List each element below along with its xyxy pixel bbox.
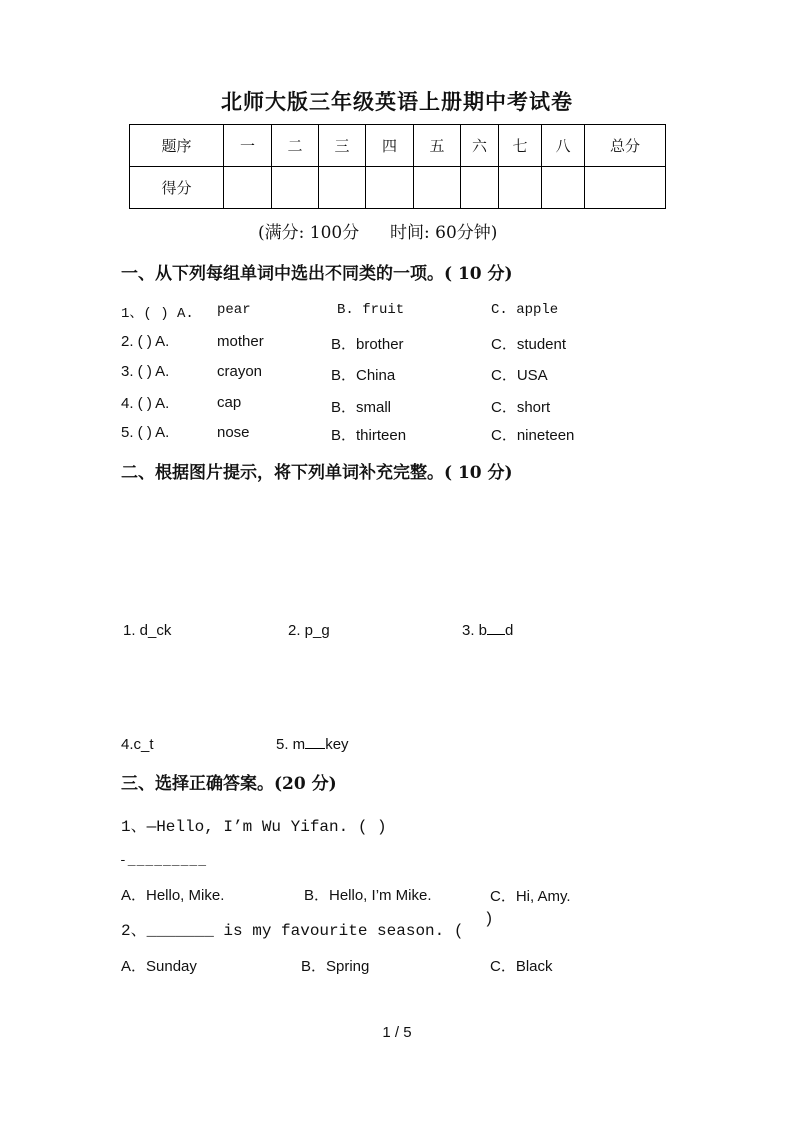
section1-title: 一、从下列每组单词中选出不同类的一项。( 10 分) (121, 264, 513, 284)
section3-title: 三、选择正确答案。(20 分) (121, 774, 337, 794)
s2-word-3-end: d (505, 622, 514, 639)
s1-item-1-num: 1、( ) A. (121, 306, 194, 322)
score-cell (499, 167, 542, 209)
page-title: 北师大版三年级英语上册期中考试卷 (221, 89, 573, 114)
score-table (129, 124, 666, 209)
s2-word-5-blank (305, 747, 325, 749)
s3-q2-option-a: A．Sunday (121, 958, 197, 975)
score-cell (224, 167, 272, 209)
s1-item-3-option-a: crayon (217, 363, 263, 380)
s1-item-1-option-a: pear (217, 302, 251, 318)
s1-item-5-option-b: B．thirteen (331, 427, 407, 444)
s3-q1-text: 1、—Hello, I’m Wu Yifan. ( ) (121, 818, 387, 836)
score-cell (272, 167, 319, 209)
s1-item-4-num: 4. ( ) A. (121, 395, 170, 412)
score-table-header-row (130, 125, 666, 167)
table-header-cell: 二 (272, 125, 319, 167)
score-row-label: 得分 (130, 167, 224, 209)
page-number: 1 / 5 (382, 1024, 412, 1041)
s1-item-5-option-c: C．nineteen (491, 427, 575, 444)
s3-q2-text: 2、_______ is my favourite season. ( (121, 922, 464, 940)
s1-item-3-option-b: B．China (331, 367, 396, 384)
s1-item-3-option-c: C．USA (491, 367, 548, 384)
s3-q2-paren-close: ) (484, 910, 494, 928)
table-header-cell: 七 (499, 125, 542, 167)
s2-word-5 (276, 736, 349, 753)
score-table-score-row (130, 167, 666, 209)
s1-item-2-option-b: B．brother (331, 336, 404, 353)
s2-word-5-end: key (325, 736, 349, 753)
full-score: (满分: 100分 (258, 223, 360, 243)
s1-item-4-option-c: C．short (491, 399, 551, 416)
table-header-cell: 三 (319, 125, 366, 167)
s1-item-3-num: 3. ( ) A. (121, 363, 170, 380)
table-header-cell: 四 (366, 125, 414, 167)
s3-q1-option-b: B．Hello, I’m Mike. (304, 887, 432, 904)
s1-item-1-option-b: B. fruit (337, 302, 405, 318)
table-header-cell: 八 (542, 125, 585, 167)
table-header-cell: 一 (224, 125, 272, 167)
table-header-cell: 五 (414, 125, 461, 167)
s1-item-5-option-a: nose (217, 424, 250, 441)
s3-q2-option-b: B．Spring (301, 958, 370, 975)
score-cell (414, 167, 461, 209)
s1-item-1-option-c: C. apple (491, 302, 559, 318)
exam-meta (258, 218, 497, 243)
s1-item-2-option-a: mother (217, 333, 264, 350)
score-cell (461, 167, 499, 209)
section2-title: 二、根据图片提示，将下列单词补充完整。( 10 分) (121, 463, 513, 483)
exam-time: 时间: 60分钟) (390, 223, 498, 243)
s2-word-5-start: 5. m (276, 736, 306, 753)
s3-q1-option-c: C．Hi, Amy. (490, 888, 571, 905)
s2-word-3-start: 3. b (462, 622, 488, 639)
s3-q1-option-a: A．Hello, Mike. (121, 887, 225, 904)
s2-word-3-blank (487, 633, 505, 635)
s2-word-4: 4.c_t (121, 736, 154, 753)
s1-item-5-num: 5. ( ) A. (121, 424, 170, 441)
s2-word-3 (462, 622, 513, 639)
table-header-cell: 六 (461, 125, 499, 167)
s1-item-4-option-b: B．small (331, 399, 392, 416)
s1-item-2-option-c: C．student (491, 336, 567, 353)
table-header-cell: 题序 (130, 125, 224, 167)
s2-word-1: 1. d_ck (123, 622, 172, 639)
score-cell (542, 167, 585, 209)
s1-item-2-num: 2. ( ) A. (121, 333, 170, 350)
s3-q2-option-c: C．Black (490, 958, 553, 975)
s2-word-2: 2. p_g (288, 622, 330, 639)
score-cell (366, 167, 414, 209)
score-cell (585, 167, 666, 209)
table-header-cell: 总分 (585, 125, 666, 167)
score-cell (319, 167, 366, 209)
s1-item-4-option-a: cap (217, 394, 242, 411)
s3-q1-dash: -_________ (119, 853, 208, 868)
